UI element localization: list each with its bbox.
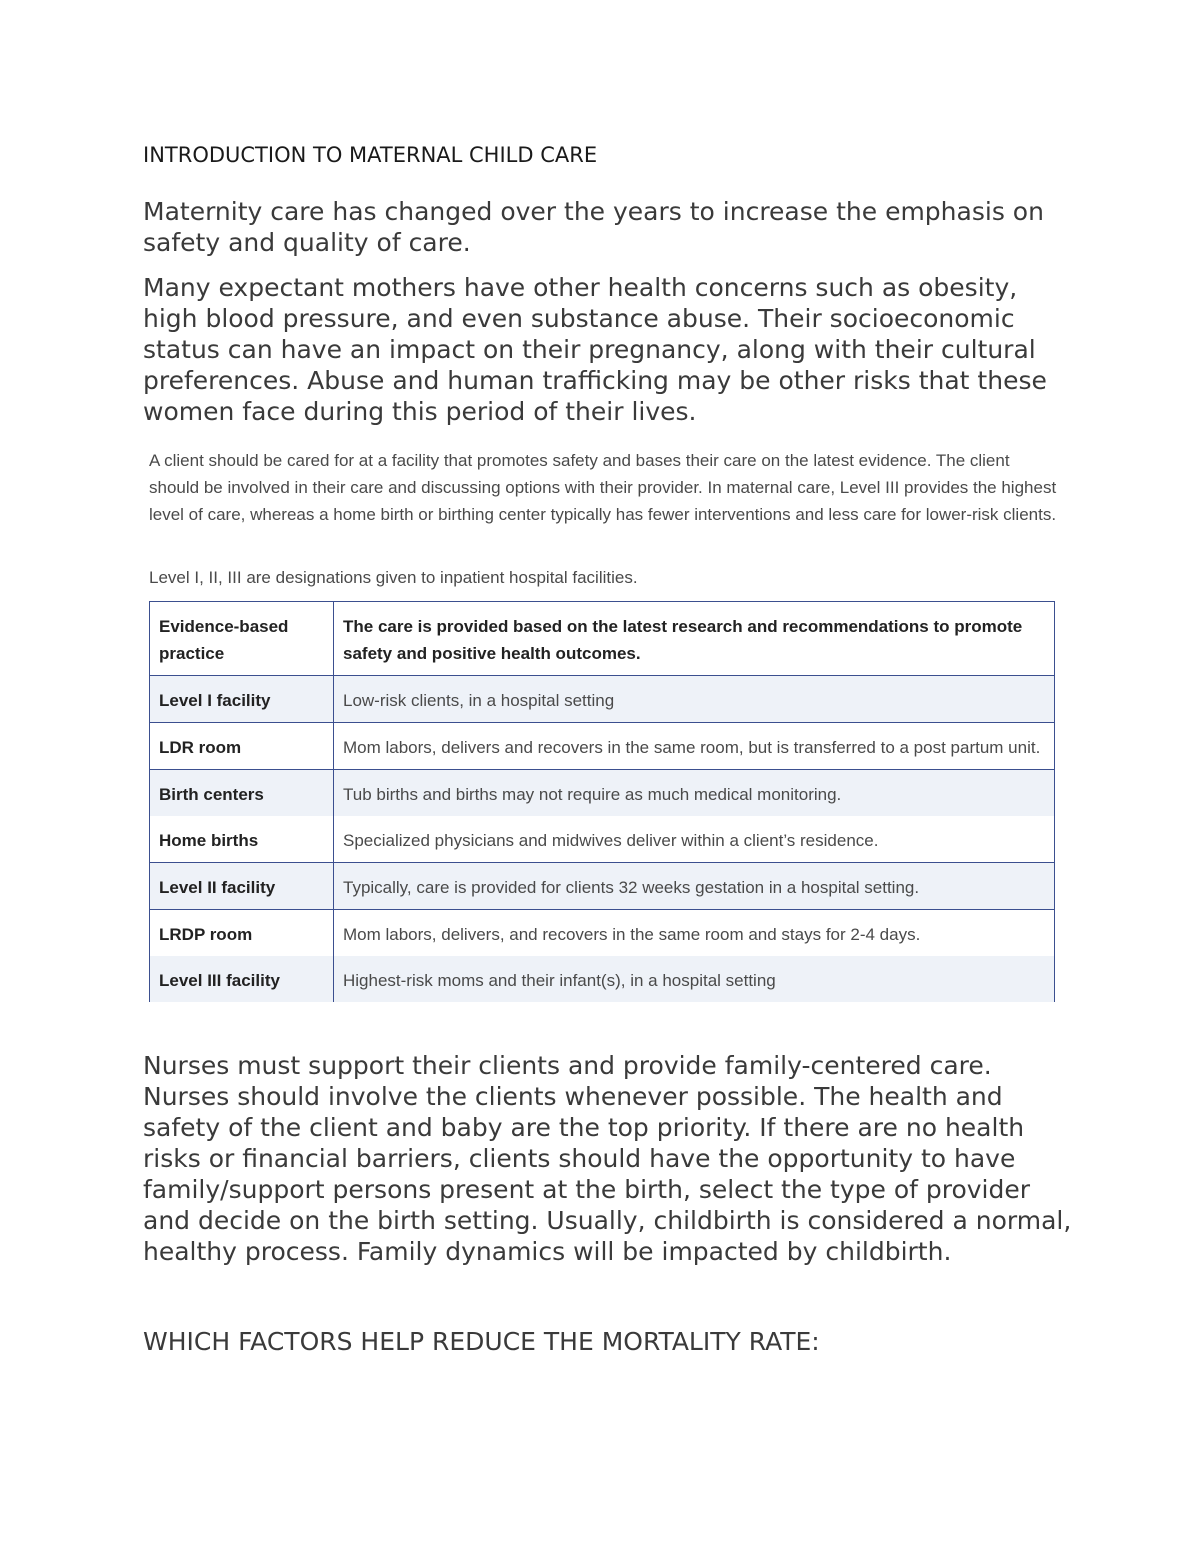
table-row <box>150 910 1055 957</box>
table-term-cell: Birth centers <box>150 770 334 817</box>
table-term-cell: Level I facility <box>150 676 334 723</box>
table-term-cell: Evidence-based practice <box>150 602 334 676</box>
table-definition-cell: Highest-risk moms and their infant(s), in a hospital setting <box>334 956 1055 1002</box>
care-settings-table <box>149 601 1055 1002</box>
table-term-cell: Home births <box>150 816 334 863</box>
table-term-cell: LRDP room <box>150 910 334 957</box>
table-term-cell: LDR room <box>150 723 334 770</box>
table-term-cell: Level II facility <box>150 863 334 910</box>
table-term-cell: Level III facility <box>150 956 334 1002</box>
table-row <box>150 770 1055 817</box>
table-definition-cell: Typically, care is provided for clients 32 weeks gestation in a hospital setting. <box>334 863 1055 910</box>
table-definition-cell: Mom labors, delivers and recovers in the same room, but is transferred to a post partum unit. <box>334 723 1055 770</box>
table-row <box>150 816 1055 863</box>
table-definition-cell: Tub births and births may not require as much medical monitoring. <box>334 770 1055 817</box>
mortality-factors-heading: WHICH FACTORS HELP REDUCE THE MORTALITY RATE: <box>143 1327 820 1356</box>
table-row <box>150 602 1055 676</box>
intro-paragraph: Maternity care has changed over the years to increase the emphasis on safety and quality of care. <box>143 197 1044 257</box>
health-concerns-paragraph: Many expectant mothers have other health concerns such as obesity, high blood pressure, and even substance abuse. Their socioeconomic status can have an impact on their pregnancy, along with their cultural preferences. Abuse and human trafficking may be other risks that these women face during this period of their lives. <box>143 273 1047 426</box>
table-row <box>150 723 1055 770</box>
table-row <box>150 863 1055 910</box>
table-definition-cell: Mom labors, delivers, and recovers in the same room and stays for 2-4 days. <box>334 910 1055 957</box>
document-title: INTRODUCTION TO MATERNAL CHILD CARE <box>143 143 598 167</box>
client-care-paragraph: A client should be cared for at a facility that promotes safety and bases their care on the latest evidence. The client should be involved in their care and discussing options with their provider. In maternal care, Level III provides the highest level of care, whereas a home birth or birthing center typically has fewer interventions and less care for lower-risk clients. <box>149 451 1057 524</box>
table-definition-cell: Specialized physicians and midwives deliver within a client’s residence. <box>334 816 1055 863</box>
table-row <box>150 676 1055 723</box>
table-definition-cell: The care is provided based on the latest research and recommendations to promote safety and positive health outcomes. <box>334 602 1055 676</box>
nurses-paragraph: Nurses must support their clients and provide family-centered care. Nurses should involve the clients whenever possible. The health and safety of the client and baby are the top priority. If there are no health risks or financial barriers, clients should have the opportunity to have family/support persons present at the birth, select the type of provider and decide on the birth setting. Usually, childbirth is considered a normal, healthy process. Family dynamics will be impacted by childbirth. <box>143 1051 1072 1266</box>
table-definition-cell: Low-risk clients, in a hospital setting <box>334 676 1055 723</box>
facility-levels-note: Level I, II, III are designations given to inpatient hospital facilities. <box>149 568 638 587</box>
table-row <box>150 956 1055 1002</box>
